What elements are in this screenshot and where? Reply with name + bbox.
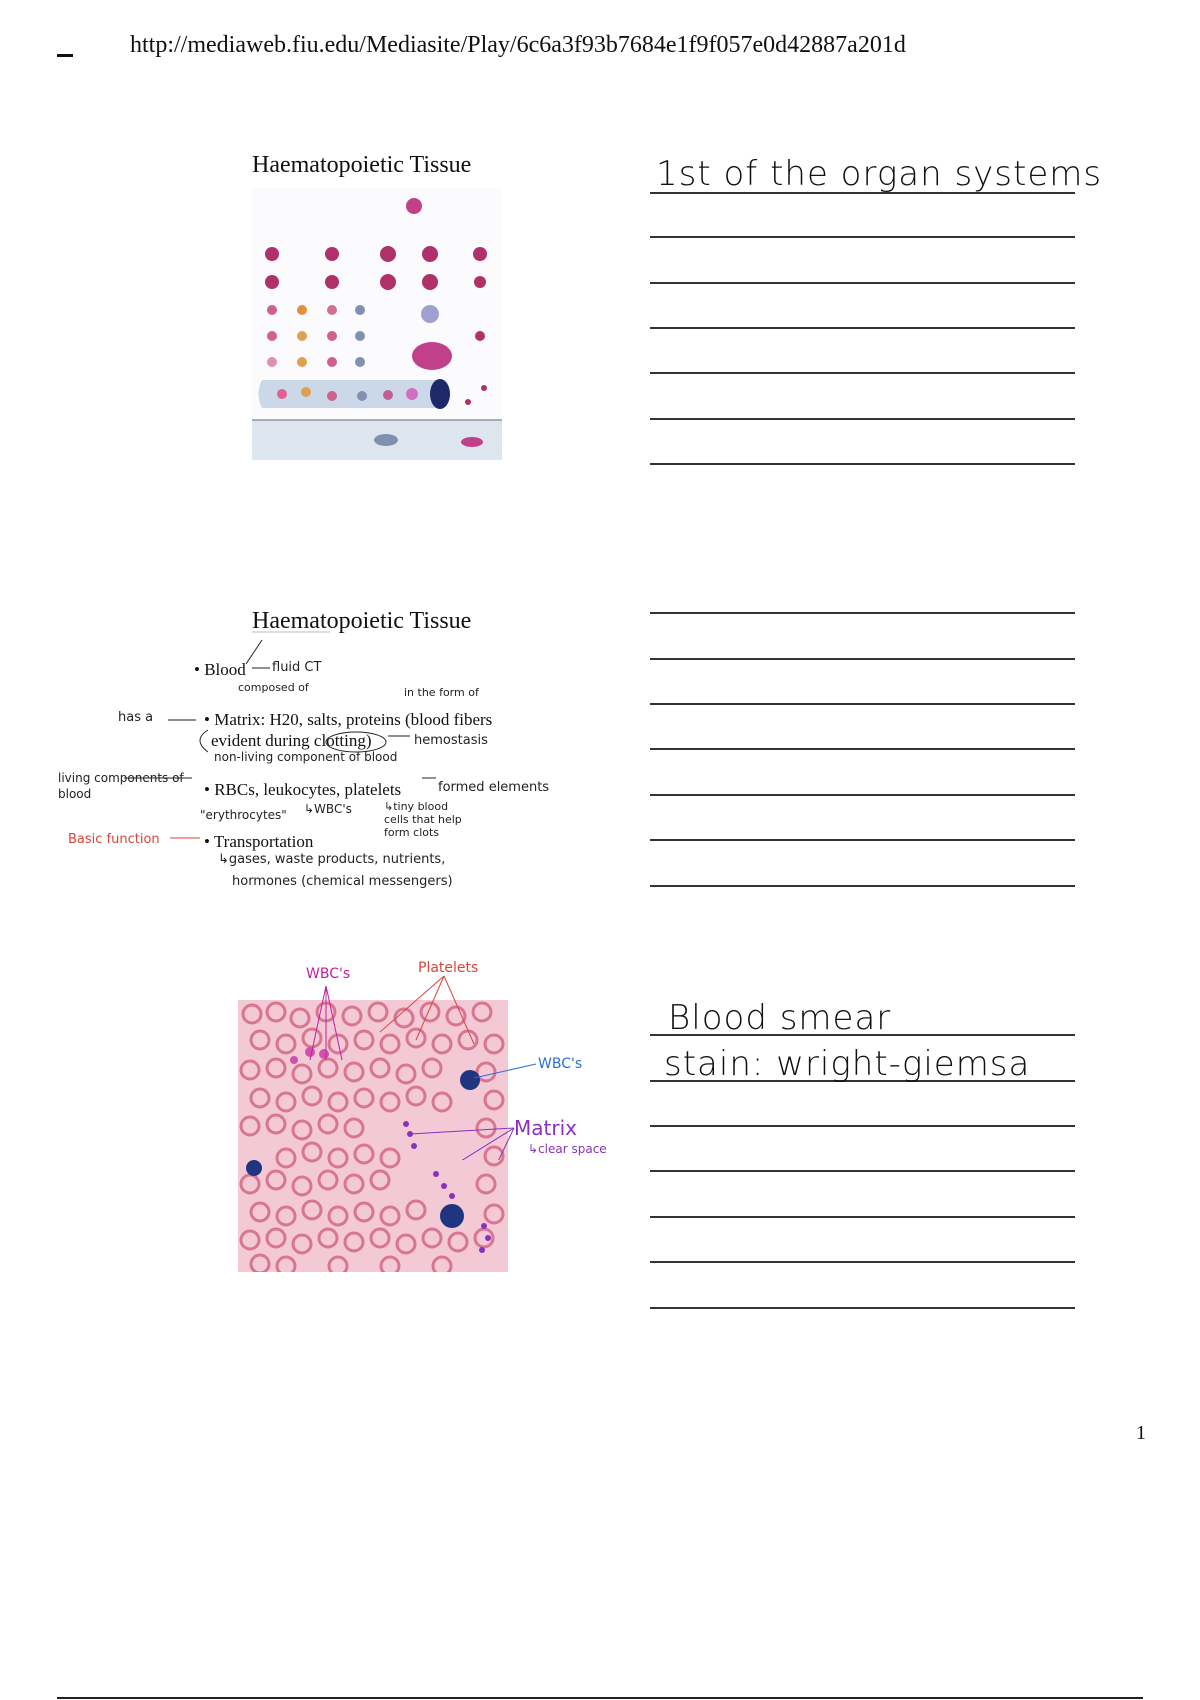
page-number: 1: [1136, 1422, 1146, 1444]
bullet-rbcs: • RBCs, leukocytes, platelets: [204, 780, 402, 799]
annotation-erythrocytes: "erythrocytes": [200, 808, 287, 822]
annotation-formed-elements: formed elements: [438, 780, 550, 795]
annotation-hormones: hormones (chemical messengers): [232, 874, 453, 889]
window-minimize-dash: [57, 54, 73, 57]
annotation-has-a: has a: [118, 710, 154, 725]
annotation-basic-function: Basic function: [68, 832, 160, 847]
label-matrix: Matrix: [514, 1116, 577, 1140]
annotation-wbcs: ↳WBC's: [304, 802, 352, 816]
slide2-title: Haematopoietic Tissue: [252, 608, 472, 634]
label-wbcs-top: WBC's: [306, 966, 351, 982]
slide3-note-line-1: Blood smear: [668, 998, 892, 1038]
slide3-label-arrows: [230, 960, 570, 1160]
label-clear-space: ↳clear space: [528, 1142, 607, 1156]
page-url: http://mediaweb.fiu.edu/Mediasite/Play/6c6a3f93b7684e1f9f057e0d42887a201d: [130, 32, 906, 58]
annotation-gases: ↳gases, waste products, nutrients,: [218, 852, 446, 867]
annotation-tiny-blood: ↳tiny blood cells that help form clots: [384, 800, 462, 839]
slide1-note-line-1: 1st of the organ systems: [656, 154, 1103, 194]
annotation-living: living components of blood: [58, 771, 184, 801]
slide1-title: Haematopoietic Tissue: [252, 152, 472, 178]
bullet-matrix: • Matrix: H20, salts, proteins (blood fibers: [204, 710, 493, 729]
slide3-note-line-2: stain: wright-giemsa: [664, 1044, 1031, 1084]
annotation-nonliving: non-living component of blood: [214, 750, 398, 764]
annotation-in-the-form-of: in the form of: [404, 686, 479, 699]
annotation-hemostasis: hemostasis: [414, 733, 488, 748]
bullet-transportation: • Transportation: [204, 832, 314, 851]
bullet-matrix-cont: evident during clotting): [211, 731, 372, 750]
slide2-annotation-arrows: [0, 630, 620, 850]
annotation-composed-of: composed of: [238, 681, 309, 694]
label-platelets: Platelets: [418, 960, 479, 976]
hematopoiesis-illustration: [240, 188, 510, 460]
page-bottom-rule: [57, 1697, 1143, 1699]
label-wbcs-right: WBC's: [538, 1056, 583, 1072]
bullet-blood: • Blood: [194, 660, 246, 679]
annotation-fluid-ct: fluid CT: [272, 660, 322, 675]
